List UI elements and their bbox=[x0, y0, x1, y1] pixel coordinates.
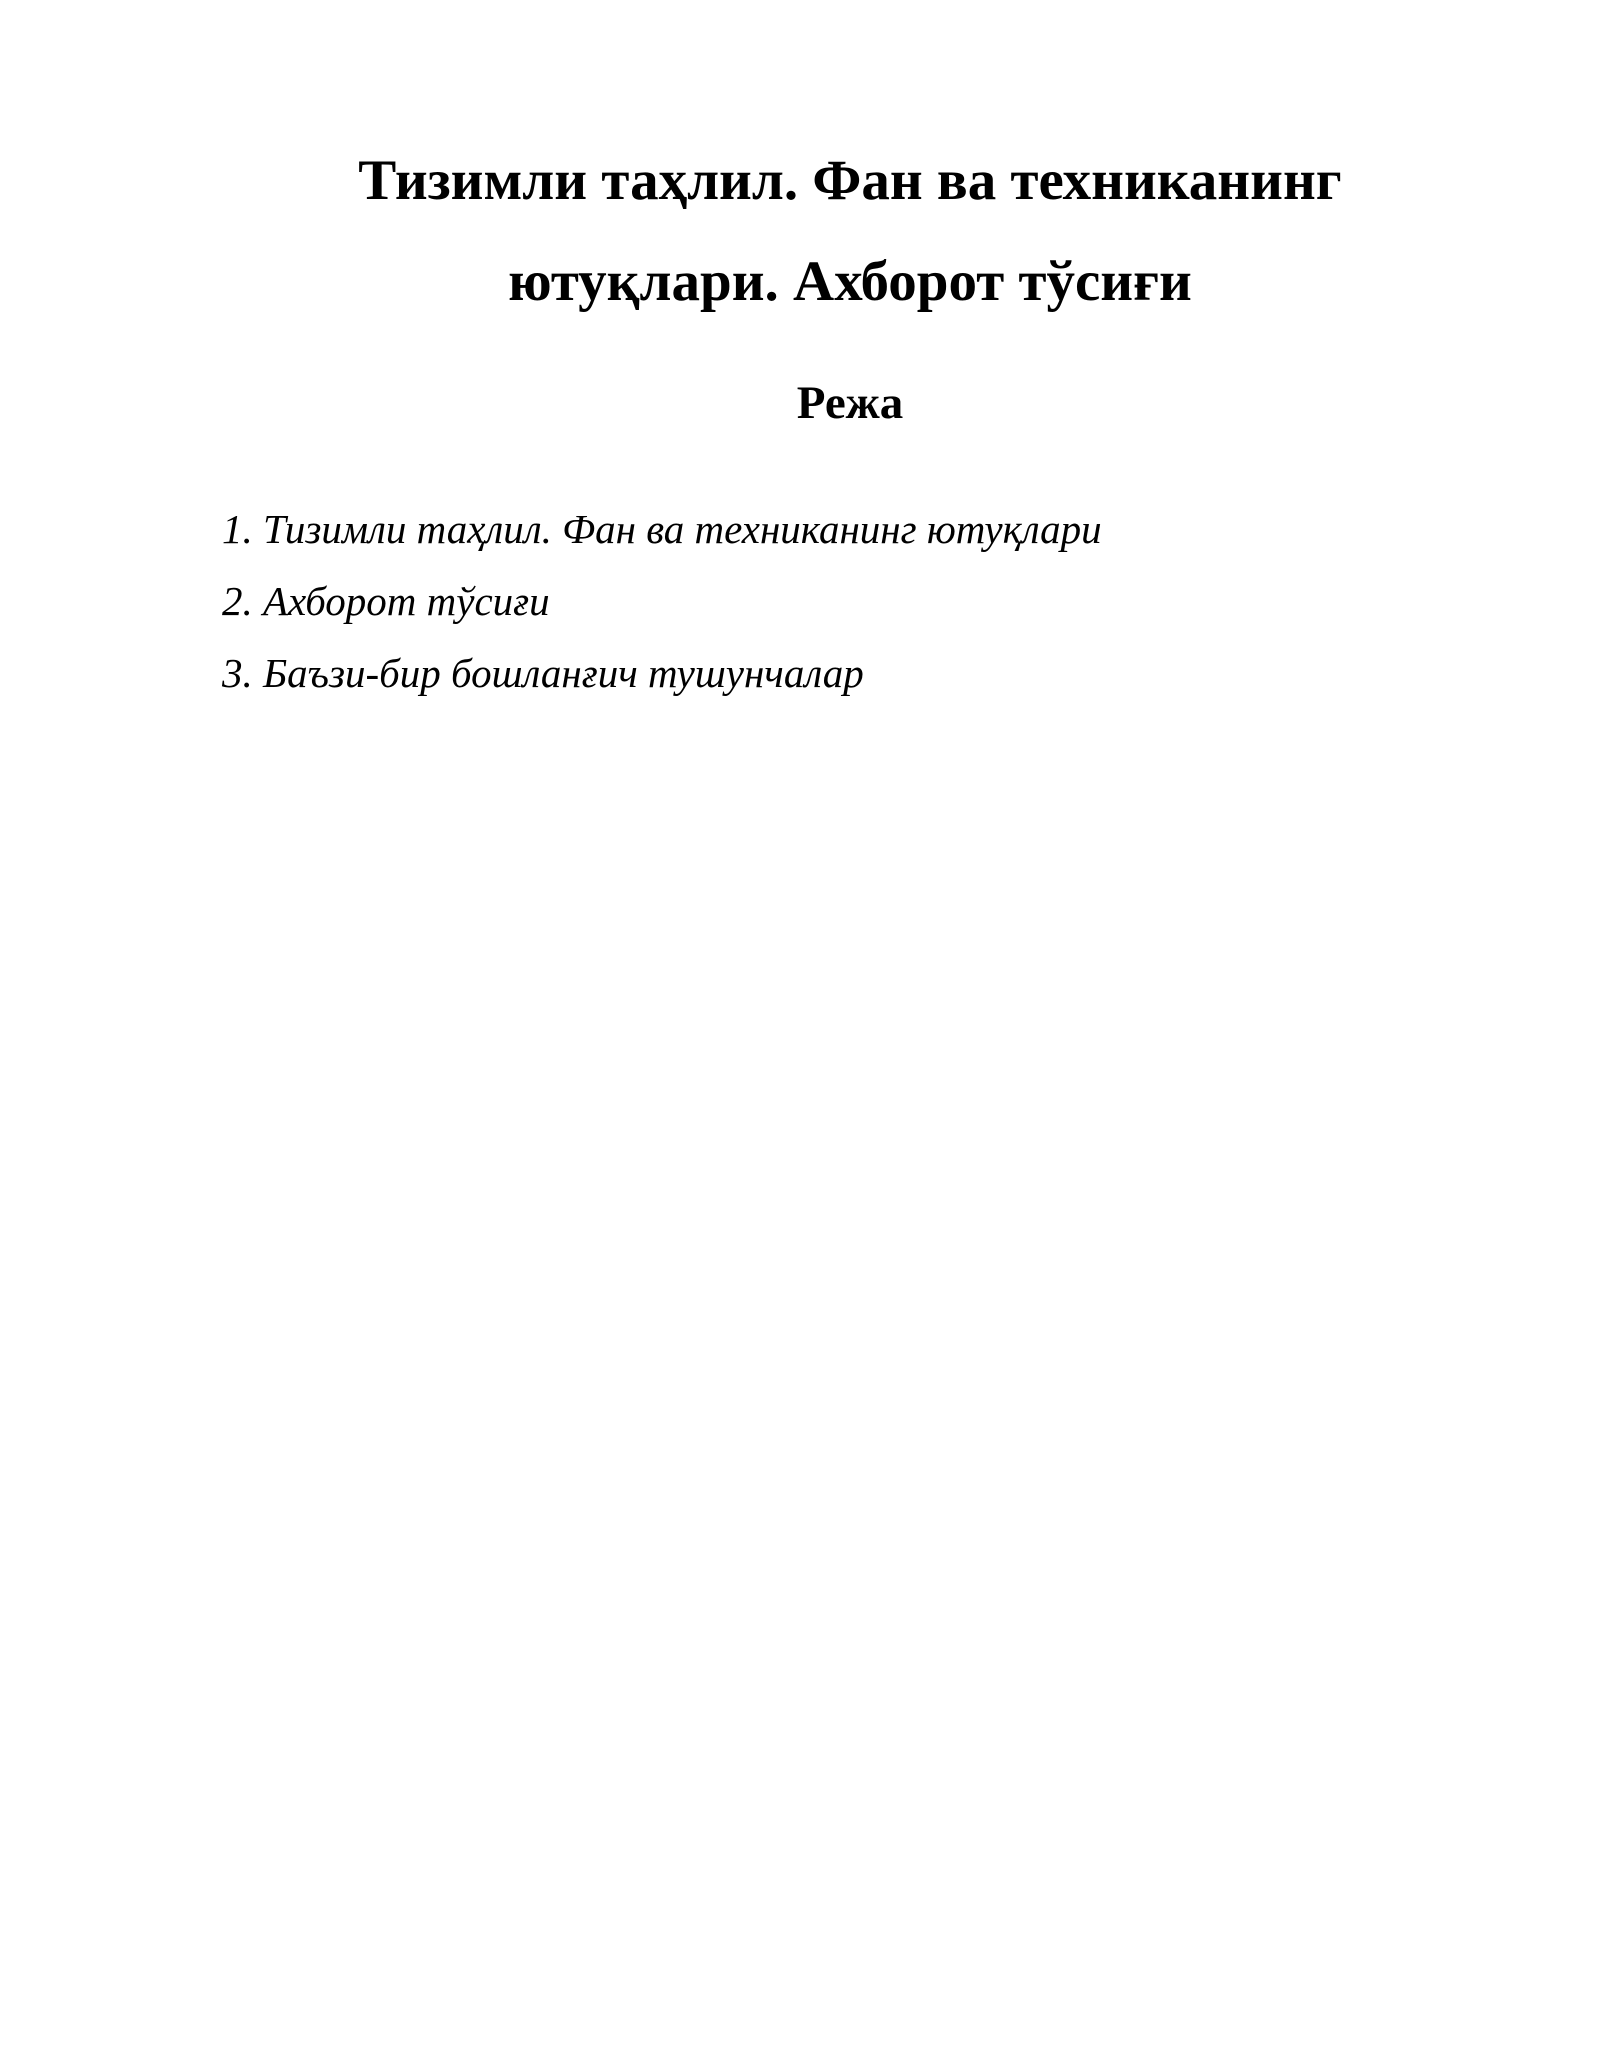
plan-list bbox=[222, 493, 1102, 709]
document-title-line-1: Тизимли таҳлил. Фан ва техниканинг bbox=[358, 149, 1342, 212]
plan-heading: Режа bbox=[796, 377, 904, 429]
document-title-line-2: ютуқлари. Ахборот тўсиғи bbox=[508, 250, 1192, 313]
plan-item: 1. Тизимли таҳлил. Фан ва техниканинг ютуқлари bbox=[222, 506, 1102, 552]
plan-item: 2. Ахборот тўсиғи bbox=[222, 578, 550, 624]
plan-item: 3. Баъзи-бир бошланғич тушунчалар bbox=[222, 650, 864, 696]
